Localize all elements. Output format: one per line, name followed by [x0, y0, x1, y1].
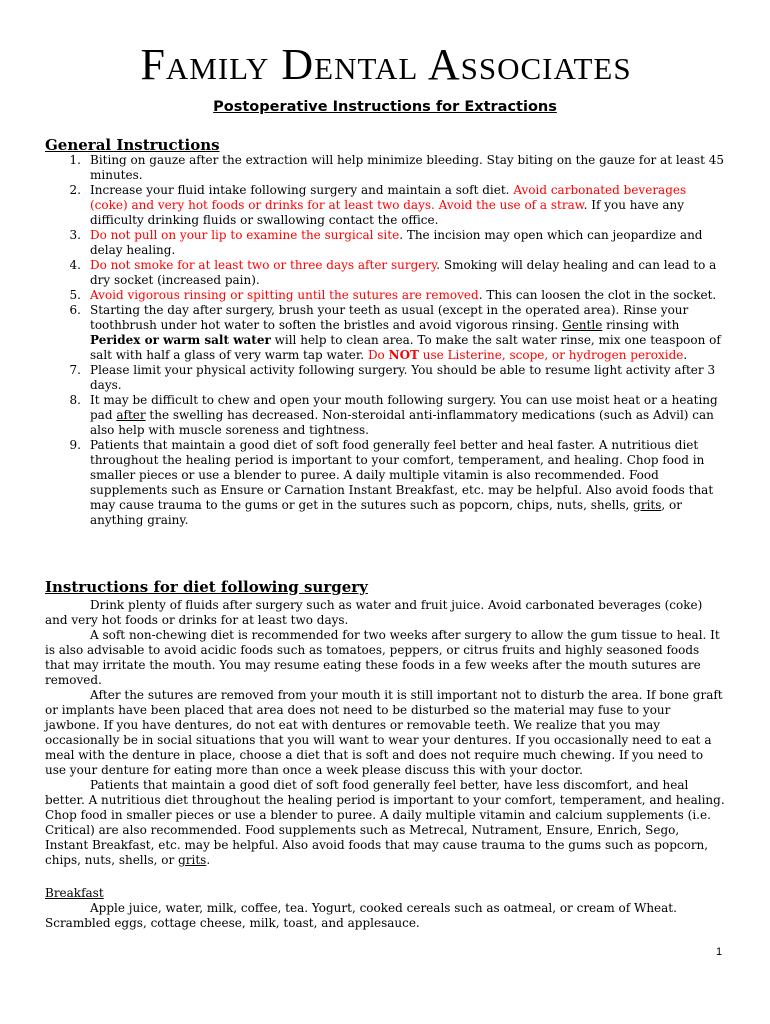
instruction-text: . If you have any difficulty drinking fluids or swallowing contact the office. [90, 198, 685, 227]
instruction-text: . [683, 348, 688, 362]
instruction-item [45, 153, 727, 183]
instruction-text: grits [633, 498, 662, 512]
instruction-text: Increase your fluid intake following surgery and maintain a soft diet. [90, 183, 514, 197]
instruction-item [45, 438, 727, 528]
instruction-text: It may be difficult to chew and open your mouth following surgery. You can use moist heat or a heating pad [90, 393, 718, 422]
page-number: 1 [716, 946, 723, 958]
breakfast-body [45, 901, 725, 931]
breakfast-text: Apple juice, water, milk, coffee, tea. Yogurt, cooked cereals such as oatmeal, or cream of Wheat. Scrambled eggs, cottage cheese, milk, toast, and applesauce. [45, 901, 677, 930]
instruction-text: Peridex or warm salt water [90, 333, 271, 347]
diet-paragraph: Drink plenty of fluids after surgery such as water and fruit juice. Avoid carbonated beverages (coke) and very hot foods or drinks for at least two days. [45, 598, 703, 627]
instruction-item [45, 183, 727, 228]
instruction-text: rinsing with [602, 318, 680, 332]
instruction-item [45, 288, 727, 303]
instruction-number: 3. [69, 228, 81, 242]
instruction-item [45, 258, 727, 288]
instruction-number: 9. [69, 438, 81, 452]
instruction-text: . Smoking will delay healing and can lead to a dry socket (increased pain). [90, 258, 717, 287]
instruction-number: 6. [69, 303, 81, 317]
instruction-text: . The incision may open which can jeopardize and delay healing. [90, 228, 703, 257]
diet-paragraph [45, 778, 725, 868]
breakfast-heading: Breakfast [45, 886, 104, 900]
warning-text: Do [367, 348, 389, 362]
instruction-text: . This can loosen the clot in the socket. [478, 288, 717, 302]
instruction-number: 2. [69, 183, 81, 197]
instruction-number: 8. [69, 393, 81, 407]
instruction-text: , or anything grainy. [90, 498, 682, 527]
instruction-text: Biting on gauze after the extraction will help minimize bleeding. Stay biting on the gauze for at least 45 minutes. [90, 153, 725, 182]
diet-paragraph: After the sutures are removed from your mouth it is still important not to disturb the area. If bone graft or implants have been placed that area does not need to be disturbed so the material may fuse to your jawbone. If you have dentures, do not eat with dentures or removable teeth. We realize that you may occasionally be in social situations that you will want to wear your dentures. If you occasionally need to eat a meal with the denture in place, choose a diet that is soft and does not require much chewing. If you need to use your denture for eating more than once a week please discuss this with your doctor. [45, 688, 723, 777]
instruction-text: after [116, 408, 146, 422]
instruction-text: Please limit your physical activity following surgery. You should be able to resume light activity after 3 days. [90, 363, 716, 392]
grits-underlined: grits [178, 853, 207, 867]
instruction-text: Gentle [562, 318, 603, 332]
warning-text: NOT [388, 348, 419, 362]
instruction-text: Starting the day after surgery, brush your teeth as usual (except in the operated area). Rinse your toothbrush under hot water to soften the bristles and avoid vigorous rinsing. [90, 303, 689, 332]
instruction-item [45, 228, 727, 258]
instruction-number: 7. [69, 363, 81, 377]
instruction-number: 4. [69, 258, 81, 272]
warning-text: Do not pull on your lip to examine the surgical site [90, 228, 400, 242]
instruction-number: 5. [69, 288, 81, 302]
diet-instructions-body [45, 598, 725, 868]
warning-text: Avoid carbonated beverages (coke) and very hot foods or drinks for at least two days. Avoid the use of a straw [90, 183, 687, 212]
warning-text: Avoid vigorous rinsing or spitting until the sutures are removed [90, 288, 479, 302]
instruction-text: the swelling has decreased. Non-steroidal anti-inflammatory medications (such as Advil) can also help with muscle soreness and tightness. [90, 408, 714, 437]
general-instructions-heading: General Instructions [45, 136, 220, 154]
diet-paragraph-end: . [206, 853, 211, 867]
diet-instructions-heading: Instructions for diet following surgery [45, 578, 368, 596]
general-instructions-list [45, 153, 727, 528]
instruction-number: 1. [69, 153, 81, 167]
warning-text: use Listerine, scope, or hydrogen peroxide [418, 348, 684, 362]
diet-paragraph-text: Patients that maintain a good diet of soft food generally feel better, have less discomfort, and heal better. A nutritious diet throughout the healing period is important to your comfort, temperament, and healing. Chop food in smaller pieces or use a blender to puree. A daily multiple vitamin and calcium supplements (i.e. Critical) are also recommended. Food supplements such as Metrecal, Nutrament, Ensure, Enrich, Sego, Instant Breakfast, etc. may be helpful. Also avoid foods that may cause trauma to the gums such as popcorn, chips, nuts, shells, or [45, 778, 725, 867]
warning-text: Do not smoke for at least two or three days after surgery [90, 258, 437, 272]
instruction-text: will help to clean area. To make the salt water rinse, mix one teaspoon of salt with half a glass of very warm tap water. [90, 333, 721, 362]
document-title: Postoperative Instructions for Extractions [213, 99, 557, 115]
diet-paragraph: A soft non-chewing diet is recommended for two weeks after surgery to allow the gum tissue to heal. It is also advisable to avoid acidic foods such as tomatoes, peppers, or citrus fruits and highly seasoned foods that may irritate the mouth. You may resume eating these foods in a few weeks after the mouth sutures are removed. [45, 628, 720, 687]
instruction-text: Patients that maintain a good diet of soft food generally feel better and heal faster. A nutritious diet throughout the healing period is important to your comfort, temperament, and healing. Chop food in smaller pieces or use a blender to puree. A daily multiple vitamin is also recommended. Food supplements such as Ensure or Carnation Instant Breakfast, etc. may be helpful. Also avoid foods that may cause trauma to the gums or get in the sutures such as popcorn, chips, nuts, shells, [90, 438, 714, 512]
brand-logo-text: Family Dental Associates [140, 40, 632, 89]
instruction-item [45, 363, 727, 393]
instruction-item [45, 303, 727, 363]
instruction-item [45, 393, 727, 438]
